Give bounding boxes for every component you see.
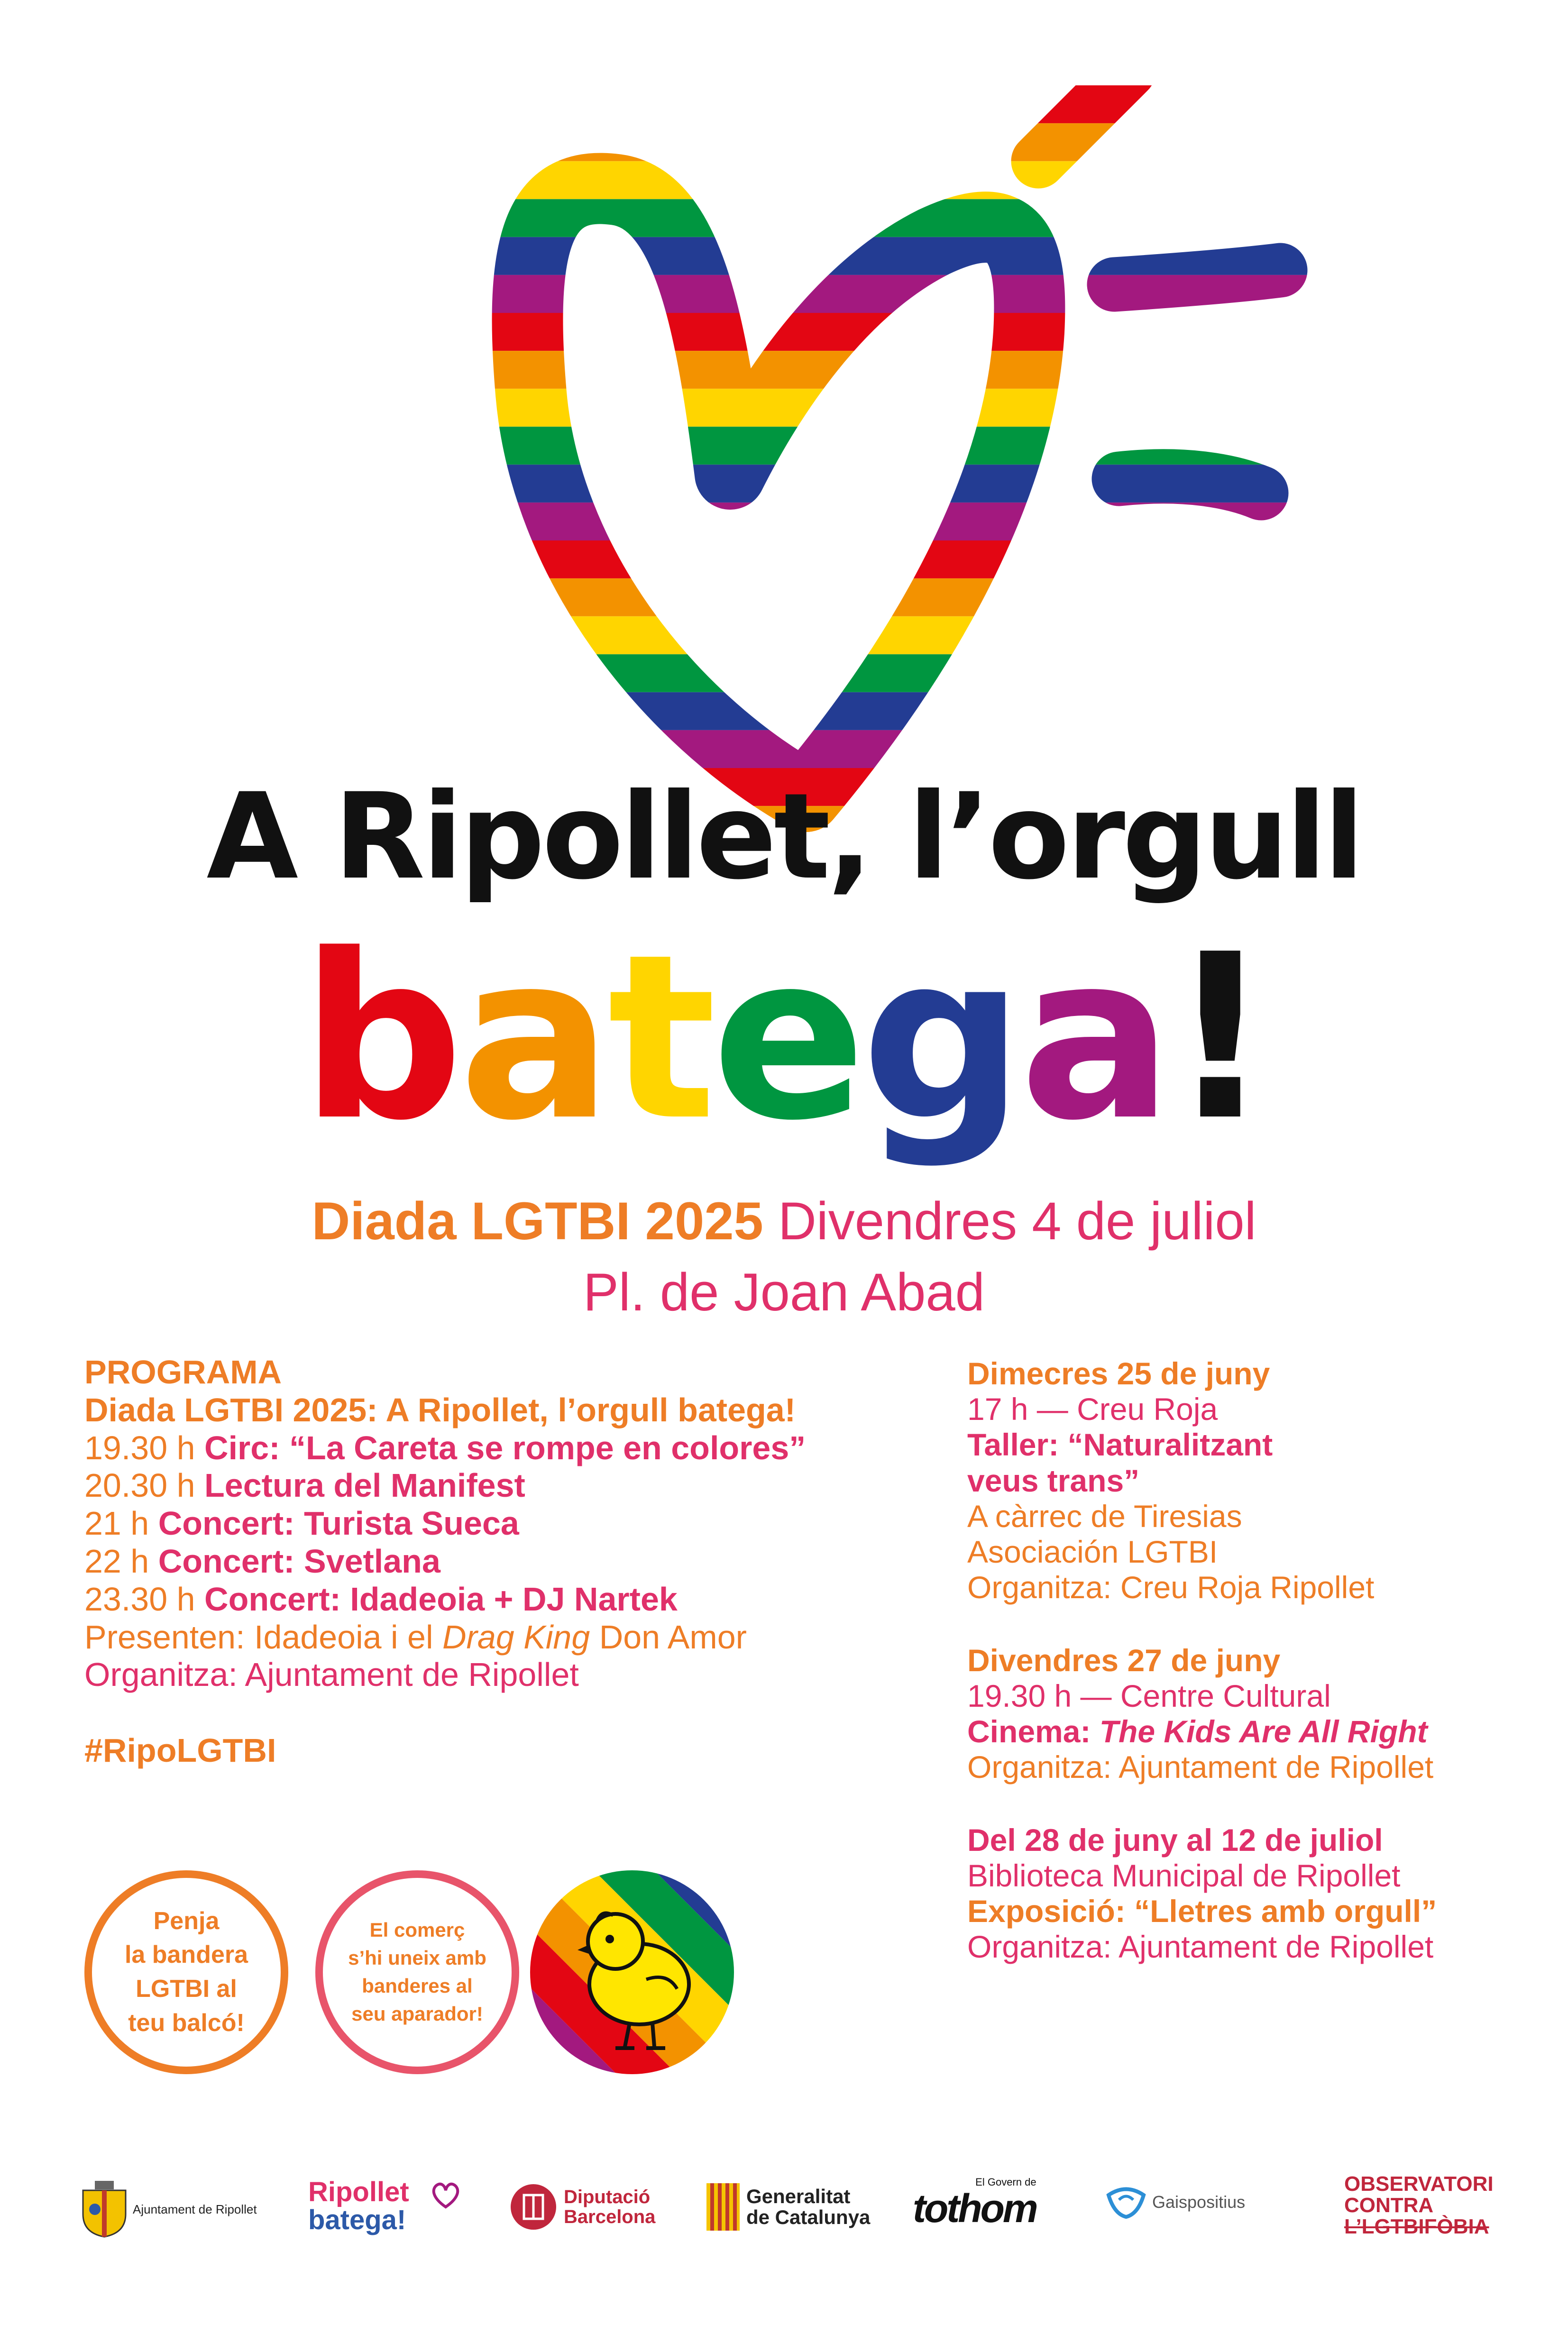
heart-stroke [528,189,1030,796]
event-title: Cinema: The Kids Are All Right [967,1714,1428,1749]
program-heading: PROGRAMA [84,1354,282,1391]
spark-bottom [1119,476,1261,493]
title-letter: a [458,906,608,1171]
event-line [0,1191,1568,1251]
program-organizer: Organitza: Ajuntament de Ripollet [84,1656,579,1693]
hashtag: #RipoLGTBI [84,1732,276,1769]
event-organizer: Organitza: Creu Roja Ripollet [967,1570,1375,1605]
title-letter: g [861,906,1020,1171]
event-date-heading: Del 28 de juny al 12 de juliol [967,1822,1383,1858]
main-title: A Ripollet, l’orgull [206,768,1362,906]
spark-middle [1114,270,1280,284]
logo-ajuntament: Ajuntament de Ripollet [81,2181,257,2238]
heart-small-icon [429,2181,462,2209]
coat-of-arms-icon [81,2181,128,2238]
title-word-batega [0,906,1568,1171]
event-extra: Asociación LGTBI [967,1534,1218,1570]
events-column [967,1356,1437,1965]
program-item: 21 h Concert: Turista Sueca [84,1505,519,1542]
program-item: 22 h Concert: Svetlana [84,1542,440,1580]
event-name: Diada LGTBI 2025 [312,1191,763,1251]
title-letter: e [712,906,862,1171]
event-where: 19.30 h — Centre Cultural [967,1678,1331,1713]
title-letter: b [301,906,459,1171]
event-place: Pl. de Joan Abad [583,1263,985,1322]
diputacio-seal-icon [510,2183,557,2231]
senyera-icon [706,2183,740,2231]
circle-shops: El comerç s’hi uneix amb banderes al seu aparador! [315,1870,519,2074]
circle-flag-balcony: Penja la bandera LGTBI al teu balcó! [84,1870,288,2074]
rainbow-heart-graphic [0,85,1568,834]
program-item: 20.30 h Lectura del Manifest [84,1467,525,1504]
event-date-heading: Divendres 27 de juny [967,1642,1281,1678]
event-title: Taller: “Naturalitzant [967,1427,1273,1463]
logo-observatori: OBSERVATORI CONTRA L’LGTBIFÒBIA [1344,2172,1494,2238]
event-title: veus trans” [967,1463,1140,1498]
title-letter: a [1019,906,1169,1171]
logo-govern-tothom: El Govern de tothom [913,2176,1036,2231]
event-organizer: Organitza: Ajuntament de Ripollet [967,1929,1434,1965]
sponsor-logos [0,2162,1568,2257]
event-organizer: Organitza: Ajuntament de Ripollet [967,1749,1434,1785]
program-item: 23.30 h Concert: Idadeoia + DJ Nartek [84,1580,678,1618]
event-where: Biblioteca Municipal de Ripollet [967,1858,1401,1893]
title-letter: ! [1168,906,1267,1171]
logo-ripollet-batega: Ripollet batega! [308,2177,409,2235]
gaispositius-mark-icon [1105,2186,1147,2219]
logo-generalitat: Generalitat de Catalunya [706,2183,870,2231]
title-letter: t [607,906,712,1171]
spark-top [1038,85,1128,161]
event-extra: A càrrec de Tiresias [967,1498,1242,1534]
program-item: 19.30 h Circ: “La Careta se rompe en colores” [84,1429,806,1466]
program-subheading: Diada LGTBI 2025: A Ripollet, l’orgull batega! [84,1391,796,1428]
logo-gaispositius: Gaispositius [1105,2186,1245,2219]
event-date: Divendres 4 de juliol [778,1191,1256,1251]
event-where: 17 h — Creu Roja [967,1391,1218,1427]
event-date-heading: Dimecres 25 de juny [967,1356,1270,1391]
rainbow-chick-badge [530,1870,734,2074]
program-presenters: Presenten: Idadeoia i el Drag King Don Amor [84,1618,747,1656]
logo-diputacio: Diputació Barcelona [510,2183,655,2231]
event-title: Exposició: “Lletres amb orgull” [967,1894,1437,1929]
program-column [84,1354,806,1770]
